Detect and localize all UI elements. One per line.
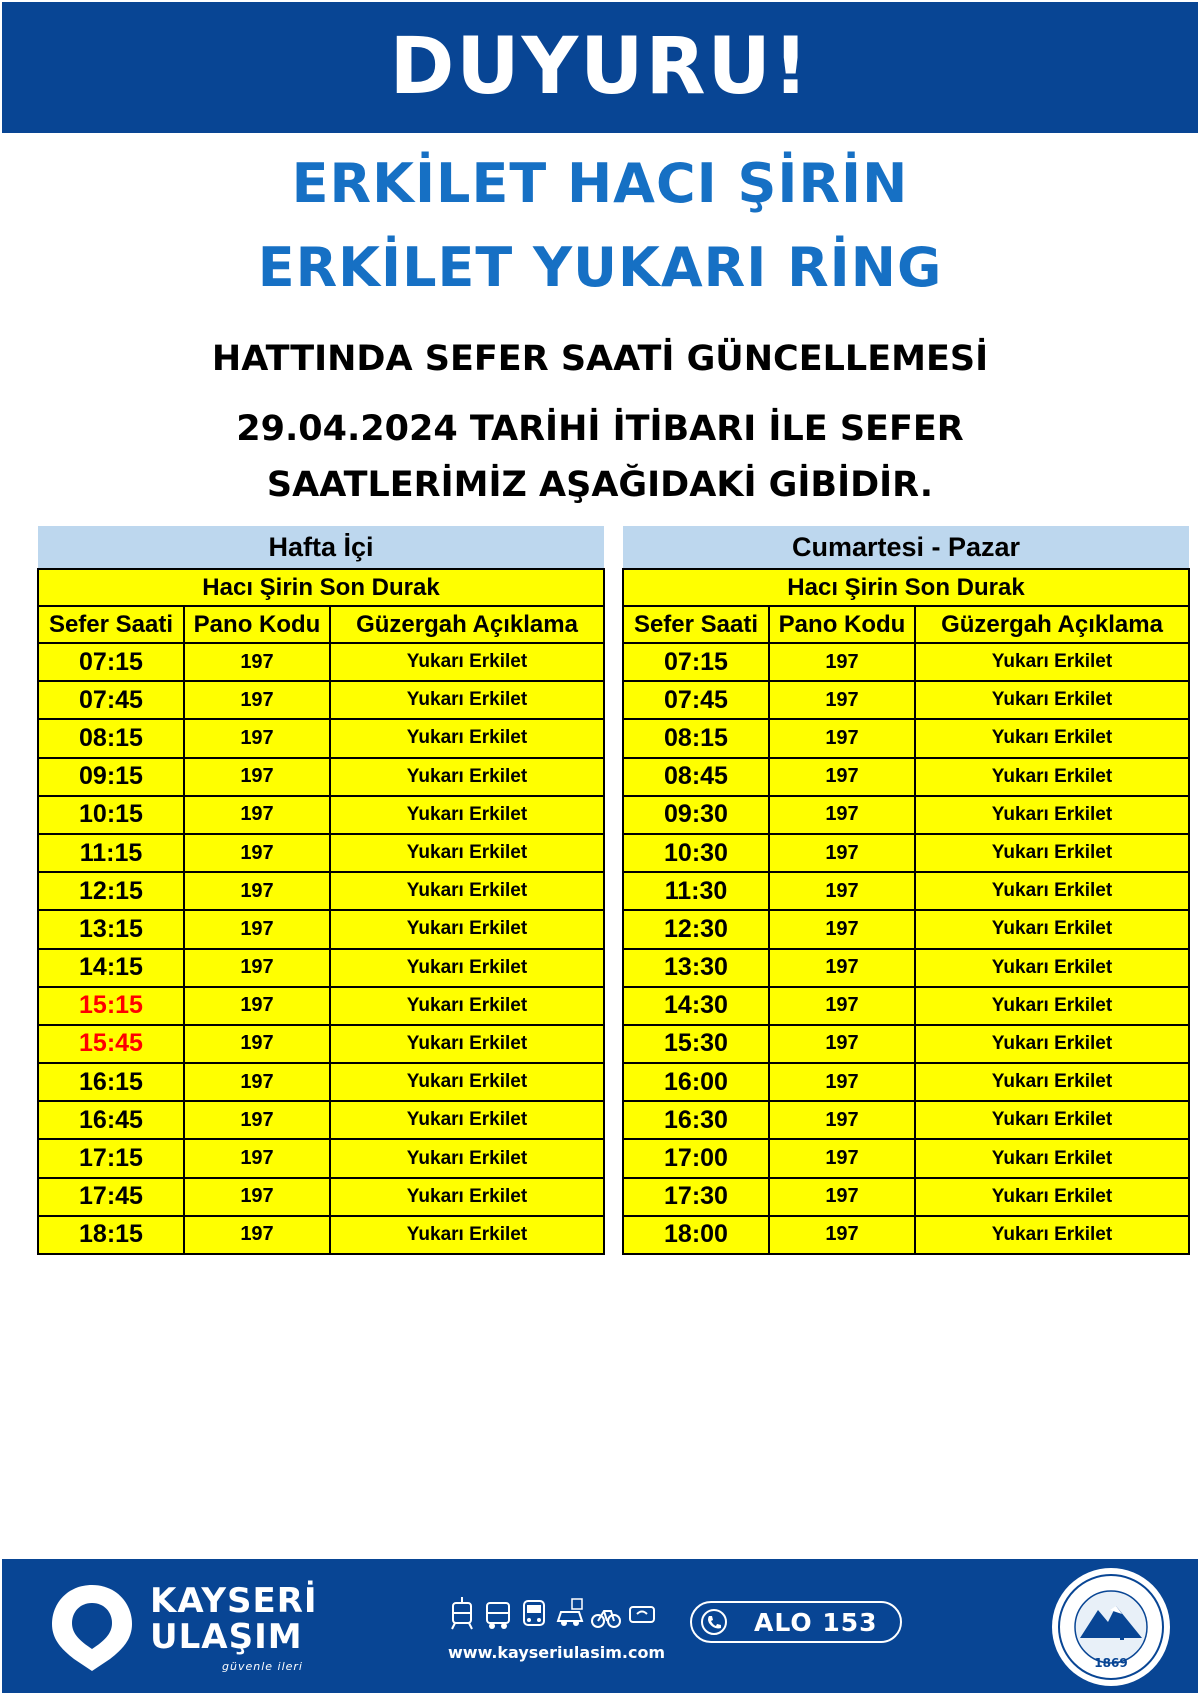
board-code: 197: [184, 758, 330, 796]
schedule-row: [623, 681, 1189, 719]
schedule-row: [38, 758, 604, 796]
board-code: 197: [184, 949, 330, 987]
schedule-row: [38, 1139, 604, 1177]
weekday-title: Hafta İçi: [38, 526, 604, 569]
bicycle-icon: [591, 1597, 621, 1631]
departure-time: 11:30: [623, 872, 769, 910]
bus-front-icon: [519, 1597, 549, 1631]
route-description: Yukarı Erkilet: [330, 1216, 604, 1254]
route-description: Yukarı Erkilet: [915, 681, 1189, 719]
weekend-title: Cumartesi - Pazar: [623, 526, 1189, 569]
board-code: 197: [769, 796, 915, 834]
route-description: Yukarı Erkilet: [330, 1063, 604, 1101]
brand-name-line-2: ULAŞIM: [150, 1617, 303, 1657]
departure-time: 17:00: [623, 1139, 769, 1177]
hotline-badge[interactable]: [690, 1601, 902, 1643]
weekday-stop-name: Hacı Şirin Son Durak: [38, 569, 604, 606]
board-code: 197: [769, 872, 915, 910]
departure-time: 09:15: [38, 758, 184, 796]
route-description: Yukarı Erkilet: [915, 758, 1189, 796]
board-code: 197: [184, 910, 330, 948]
board-code: 197: [184, 796, 330, 834]
departure-time: 13:15: [38, 910, 184, 948]
update-subtitle: HATTINDA SEFER SAATİ GÜNCELLEMESİ: [211, 339, 989, 379]
departure-time: 17:45: [38, 1178, 184, 1216]
schedule-row: [38, 872, 604, 910]
board-code: 197: [769, 643, 915, 681]
departure-time: 16:30: [623, 1101, 769, 1139]
departure-time: 16:15: [38, 1063, 184, 1101]
board-code: 197: [769, 719, 915, 757]
schedule-row: [38, 910, 604, 948]
schedule-row: [623, 910, 1189, 948]
departure-time: 17:15: [38, 1139, 184, 1177]
route-description: Yukarı Erkilet: [330, 1139, 604, 1177]
schedule-row: [623, 949, 1189, 987]
departure-time: 11:15: [38, 834, 184, 872]
departure-time: 16:45: [38, 1101, 184, 1139]
route-description: Yukarı Erkilet: [330, 643, 604, 681]
weekend-stop-name: Hacı Şirin Son Durak: [623, 569, 1189, 606]
schedule-row: [623, 796, 1189, 834]
departure-time: 08:15: [38, 719, 184, 757]
tram-icon: [447, 1597, 477, 1631]
board-code: 197: [769, 834, 915, 872]
route-description: Yukarı Erkilet: [915, 910, 1189, 948]
route-description: Yukarı Erkilet: [330, 1178, 604, 1216]
route-description: Yukarı Erkilet: [915, 1101, 1189, 1139]
board-code: 197: [184, 1139, 330, 1177]
column-header-route: Güzergah Açıklama: [915, 606, 1189, 643]
departure-time: 08:45: [623, 758, 769, 796]
column-header-time: Sefer Saati: [38, 606, 184, 643]
phone-icon: [700, 1608, 728, 1636]
schedule-row: [623, 1216, 1189, 1254]
route-description: Yukarı Erkilet: [330, 872, 604, 910]
departure-time: 12:30: [623, 910, 769, 948]
column-header-code: Pano Kodu: [184, 606, 330, 643]
board-code: 197: [769, 910, 915, 948]
board-code: 197: [184, 1025, 330, 1063]
route-description: Yukarı Erkilet: [915, 949, 1189, 987]
departure-time: 14:15: [38, 949, 184, 987]
card-icon: [627, 1597, 657, 1631]
board-code: 197: [769, 758, 915, 796]
route-description: Yukarı Erkilet: [330, 1101, 604, 1139]
route-description: Yukarı Erkilet: [330, 987, 604, 1025]
board-code: 197: [184, 1101, 330, 1139]
notice-line-2: SAATLERİMİZ AŞAĞIDAKİ GİBİDİR.: [266, 465, 934, 505]
schedule-row: [623, 987, 1189, 1025]
route-description: Yukarı Erkilet: [915, 719, 1189, 757]
departure-time: 09:30: [623, 796, 769, 834]
route-description: Yukarı Erkilet: [915, 1025, 1189, 1063]
transport-mode-icons: [447, 1597, 662, 1633]
board-code: 197: [769, 1139, 915, 1177]
board-code: 197: [184, 834, 330, 872]
departure-time: 18:00: [623, 1216, 769, 1254]
board-code: 197: [184, 1178, 330, 1216]
route-description: Yukarı Erkilet: [915, 796, 1189, 834]
weekend-schedule-table: [622, 526, 1190, 1255]
departure-time: 14:30: [623, 987, 769, 1025]
route-title-1: ERKİLET HACI ŞİRİN: [291, 152, 909, 215]
board-code: 197: [184, 643, 330, 681]
schedule-row: [38, 834, 604, 872]
weekday-schedule-table: [37, 526, 605, 1255]
departure-time: 15:30: [623, 1025, 769, 1063]
schedule-row: [623, 1178, 1189, 1216]
schedule-row: [623, 758, 1189, 796]
website-link[interactable]: www.kayseriulasim.com: [448, 1643, 666, 1662]
route-description: Yukarı Erkilet: [915, 1063, 1189, 1101]
departure-time: 07:45: [623, 681, 769, 719]
departure-time: 13:30: [623, 949, 769, 987]
schedule-row: [38, 1101, 604, 1139]
departure-time: 10:15: [38, 796, 184, 834]
departure-time: 15:45: [38, 1025, 184, 1063]
route-description: Yukarı Erkilet: [330, 796, 604, 834]
schedule-row: [38, 1063, 604, 1101]
bus-icon: [483, 1597, 513, 1631]
board-code: 197: [184, 681, 330, 719]
brand-name-line-1: KAYSERİ: [150, 1581, 318, 1621]
schedule-row: [38, 681, 604, 719]
route-description: Yukarı Erkilet: [915, 1139, 1189, 1177]
departure-time: 08:15: [623, 719, 769, 757]
route-description: Yukarı Erkilet: [330, 949, 604, 987]
schedule-row: [623, 1025, 1189, 1063]
route-title-2: ERKİLET YUKARI RİNG: [257, 236, 943, 299]
departure-time: 16:00: [623, 1063, 769, 1101]
departure-time: 17:30: [623, 1178, 769, 1216]
departure-time: 18:15: [38, 1216, 184, 1254]
schedule-row: [38, 796, 604, 834]
kayseri-ulasim-logo-icon: [44, 1579, 140, 1675]
notice-line-1: 29.04.2024 TARİHİ İTİBARI İLE SEFER: [236, 409, 964, 449]
column-header-time: Sefer Saati: [623, 606, 769, 643]
departure-time: 07:45: [38, 681, 184, 719]
footer-bar: [2, 1559, 1198, 1693]
announcement-banner: DUYURU!: [2, 2, 1198, 133]
departure-time: 15:15: [38, 987, 184, 1025]
schedule-row: [623, 1063, 1189, 1101]
route-description: Yukarı Erkilet: [330, 1025, 604, 1063]
departure-time: 07:15: [38, 643, 184, 681]
route-description: Yukarı Erkilet: [915, 872, 1189, 910]
hotline-number: ALO 153: [754, 1608, 878, 1637]
board-code: 197: [184, 719, 330, 757]
board-code: 197: [184, 1063, 330, 1101]
schedule-row: [623, 872, 1189, 910]
board-code: 197: [769, 1101, 915, 1139]
schedule-row: [38, 719, 604, 757]
board-code: 197: [184, 1216, 330, 1254]
board-code: 197: [769, 1025, 915, 1063]
schedule-row: [38, 1178, 604, 1216]
schedule-row: [38, 1216, 604, 1254]
column-header-code: Pano Kodu: [769, 606, 915, 643]
route-description: Yukarı Erkilet: [915, 643, 1189, 681]
route-description: Yukarı Erkilet: [330, 758, 604, 796]
route-description: Yukarı Erkilet: [330, 719, 604, 757]
board-code: 197: [184, 987, 330, 1025]
route-description: Yukarı Erkilet: [915, 987, 1189, 1025]
route-description: Yukarı Erkilet: [330, 681, 604, 719]
route-description: Yukarı Erkilet: [915, 1178, 1189, 1216]
board-code: 197: [769, 949, 915, 987]
board-code: 197: [769, 681, 915, 719]
departure-time: 12:15: [38, 872, 184, 910]
parking-car-icon: [555, 1597, 585, 1631]
schedule-row: [623, 1139, 1189, 1177]
schedule-row: [38, 643, 604, 681]
board-code: 197: [769, 1178, 915, 1216]
departure-time: 10:30: [623, 834, 769, 872]
schedule-row: [38, 949, 604, 987]
route-description: Yukarı Erkilet: [330, 834, 604, 872]
departure-time: 07:15: [623, 643, 769, 681]
board-code: 197: [769, 987, 915, 1025]
schedule-row: [623, 834, 1189, 872]
schedule-row: [623, 1101, 1189, 1139]
schedule-row: [38, 987, 604, 1025]
board-code: 197: [184, 872, 330, 910]
board-code: 197: [769, 1063, 915, 1101]
schedule-row: [38, 1025, 604, 1063]
brand-slogan: güvenle ileri: [222, 1660, 303, 1673]
route-description: Yukarı Erkilet: [330, 910, 604, 948]
schedule-row: [623, 719, 1189, 757]
route-description: Yukarı Erkilet: [915, 1216, 1189, 1254]
column-header-route: Güzergah Açıklama: [330, 606, 604, 643]
board-code: 197: [769, 1216, 915, 1254]
route-description: Yukarı Erkilet: [915, 834, 1189, 872]
seal-year: 1869: [1094, 1656, 1128, 1670]
schedule-row: [623, 643, 1189, 681]
